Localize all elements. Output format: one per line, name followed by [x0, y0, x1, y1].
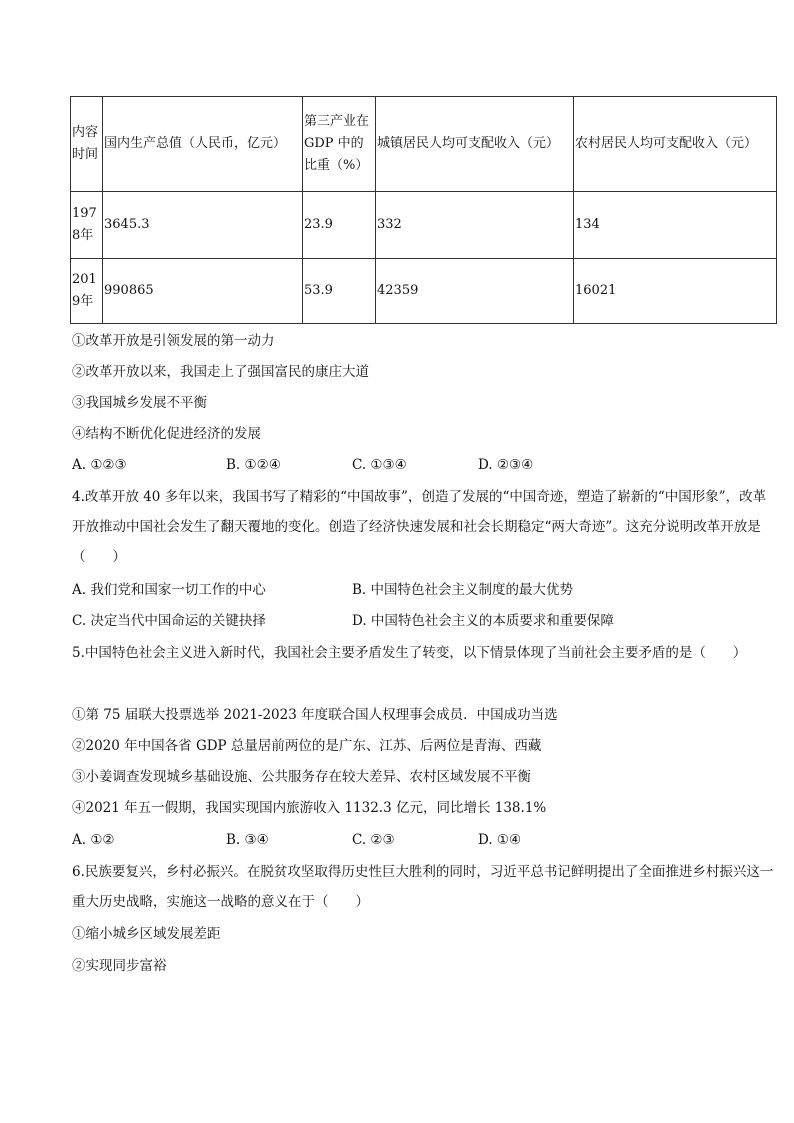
- option-a[interactable]: A. ①②③: [72, 457, 127, 473]
- q5-item: ③小姜调查发现城乡基础设施、公共服务存在较大差异、农村区域发展不平衡: [72, 769, 531, 785]
- q6-item: ①缩小城乡区域发展差距: [72, 926, 221, 942]
- header-rural-income: 农村居民人均可支配收入（元）: [574, 97, 777, 192]
- option-c[interactable]: C. ②③: [352, 832, 395, 848]
- cell-urban: 332: [376, 192, 574, 259]
- option-c[interactable]: C. ①③④: [352, 457, 407, 473]
- corner-top-label: 内容: [72, 125, 99, 140]
- cell-tertiary: 53.9: [303, 259, 376, 324]
- cell-gdp: 990865: [103, 259, 303, 324]
- q3-item: ①改革开放是引领发展的第一动力: [72, 333, 275, 349]
- cell-year: 1978年: [71, 192, 103, 259]
- cell-tertiary: 23.9: [303, 192, 376, 259]
- cell-rural: 134: [574, 192, 777, 259]
- option-a[interactable]: A. 我们党和国家一切工作的中心: [72, 582, 266, 598]
- cell-gdp: 3645.3: [103, 192, 303, 259]
- q5-item: ②2020 年中国各省 GDP 总量居前两位的是广东、江苏、后两位是青海、西藏: [72, 738, 542, 754]
- corner-bottom-label: 时间: [72, 147, 99, 162]
- q5-stem: 5.中国特色社会主义进入新时代，我国社会主要矛盾发生了转变，以下情景体现了当前社会主要矛盾的是（ ）: [72, 645, 747, 661]
- table-corner-cell: [71, 97, 103, 192]
- q6-stem: 6.民族要复兴，乡村必振兴。在脱贫攻坚取得历史性巨大胜利的同时，习近平总书记鲜明提出了全面推进乡村振兴这一重大历史战略，实施这一战略的意义在于（ ）: [72, 864, 774, 910]
- option-b[interactable]: B. ③④: [226, 832, 269, 848]
- table-row: [71, 259, 777, 324]
- option-a[interactable]: A. ①②: [72, 832, 115, 848]
- header-gdp: 国内生产总值（人民币，亿元）: [103, 97, 303, 192]
- cell-rural: 16021: [574, 259, 777, 324]
- cell-urban: 42359: [376, 259, 574, 324]
- q3-item: ④结构不断优化促进经济的发展: [72, 426, 261, 442]
- option-b[interactable]: B. ①②④: [226, 457, 281, 473]
- q5-item: ④2021 年五一假期，我国实现国内旅游收入 1132.3 亿元，同比增长 138.1%: [72, 800, 547, 816]
- q3-item: ③我国城乡发展不平衡: [72, 395, 207, 411]
- q5-item: ①第 75 届联大投票选举 2021-2023 年度联合国人权理事会成员．中国成功当选: [72, 707, 558, 723]
- q6-item: ②实现同步富裕: [72, 958, 167, 974]
- option-c[interactable]: C. 决定当代中国命运的关键抉择: [72, 613, 266, 629]
- header-urban-income: 城镇居民人均可支配收入（元）: [376, 97, 574, 192]
- table-row: [71, 192, 777, 259]
- option-d[interactable]: D. ①④: [478, 832, 522, 848]
- cell-year: 2019年: [71, 259, 103, 324]
- option-d[interactable]: D. 中国特色社会主义的本质要求和重要保障: [352, 613, 614, 629]
- q3-item: ②改革开放以来，我国走上了强国富民的康庄大道: [72, 364, 369, 380]
- header-tertiary: 第三产业在GDP 中的比重（%）: [303, 97, 376, 192]
- table-header-row: [71, 97, 777, 192]
- option-d[interactable]: D. ②③④: [478, 457, 534, 473]
- q4-stem: 4.改革开放 40 多年以来，我国书写了精彩的“中国故事”，创造了发展的“中国奇迹，塑造了崭新的“中国形象”，改革开放推动中国社会发生了翻天覆地的变化。创造了经济快速发展和社会长期稳定“两大奇迹”。这充分说明改革开放是（ ）: [72, 489, 767, 565]
- option-b[interactable]: B. 中国特色社会主义制度的最大优势: [352, 582, 574, 598]
- data-table: [70, 96, 777, 324]
